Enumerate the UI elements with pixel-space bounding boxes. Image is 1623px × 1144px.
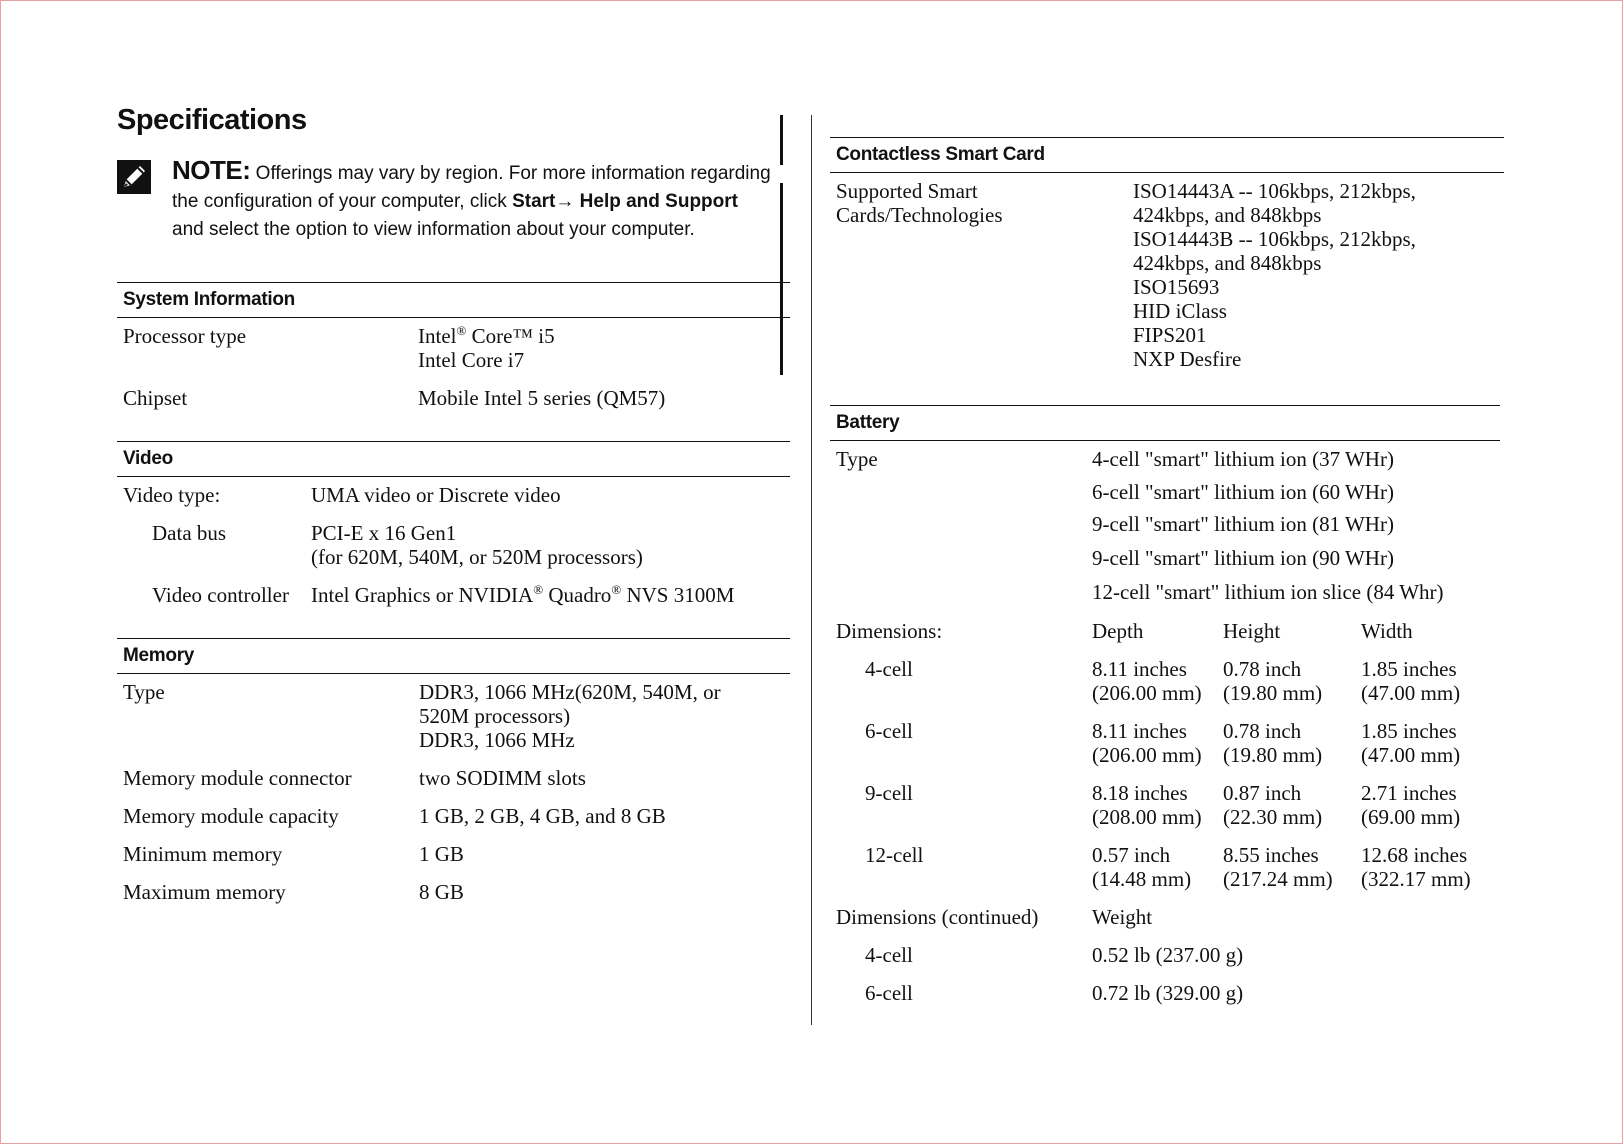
smart-card-value: ISO14443A -- 106kbps, 212kbps, [1133,179,1416,203]
bus-value-line: PCI-E x 16 Gen1 [311,521,457,545]
note-help: Help and Support [579,191,738,212]
table-row [830,940,1500,978]
row-label: Minimum memory [123,842,283,866]
row-label: Video controller [152,583,289,607]
section-heading: Battery [830,405,1500,441]
smart-card-value: ISO14443B -- 106kbps, 212kbps, [1133,227,1416,251]
system-information-section [117,282,790,432]
row-value [418,324,555,372]
width-value [1361,657,1460,705]
table-row [117,800,790,838]
smart-card-value: 424kbps, and 848kbps [1133,251,1322,275]
battery-type-value: 6-cell "smart" lithium ion (60 WHr) [1092,480,1394,504]
height-value [1223,781,1322,829]
table-row [830,840,1500,902]
table-row [830,654,1500,716]
smart-card-value: ISO15693 [1133,275,1220,299]
row-label: Maximum memory [123,880,286,904]
note-text-2: and select the option to view information about your computer. [172,219,695,240]
column-header-width: Width [1361,619,1413,643]
row-label: 9-cell [865,781,913,805]
table-row [117,320,790,382]
depth-line: (208.00 mm) [1092,805,1202,829]
registered-mark: ® [533,582,544,597]
table-row [830,578,1500,616]
width-line: 1.85 inches [1361,719,1457,743]
table-row [830,510,1500,544]
weight-value: 0.52 lb (237.00 g) [1092,943,1244,967]
width-line: 1.85 inches [1361,657,1457,681]
memory-type-line: 520M processors) [419,704,571,728]
width-line: (47.00 mm) [1361,743,1461,767]
note-start: Start [512,191,556,212]
depth-line: 8.11 inches [1092,657,1187,681]
row-value [1133,179,1416,371]
row-value: UMA video or Discrete video [311,483,561,507]
row-label: Video type: [123,483,221,507]
row-label: Type [123,680,165,704]
section-heading: System Information [117,282,790,318]
height-line: 0.87 inch [1223,781,1302,805]
depth-line: (14.48 mm) [1092,867,1192,891]
table-row [117,517,790,579]
row-label: 12-cell [865,843,924,867]
table-row [117,479,790,517]
table-row [830,716,1500,778]
section-heading: Memory [117,638,790,674]
height-value [1223,843,1333,891]
width-value [1361,843,1471,891]
row-label: Chipset [123,386,188,410]
smart-card-label-line: Cards/Technologies [836,203,1003,227]
change-bar [780,115,783,165]
table-row [830,902,1500,940]
row-label: 4-cell [865,657,913,681]
depth-line: (206.00 mm) [1092,743,1202,767]
smart-card-value: HID iClass [1133,299,1227,323]
memory-type-line: DDR3, 1066 MHz(620M, 540M, or [419,680,721,704]
note-block [117,156,787,244]
table-row [830,778,1500,840]
row-value: 1 GB, 2 GB, 4 GB, and 8 GB [419,804,666,828]
row-value: 1 GB [419,842,464,866]
table-row [830,544,1500,578]
height-line: (22.30 mm) [1223,805,1323,829]
smart-card-value: FIPS201 [1133,323,1207,347]
row-label: Memory module connector [123,766,352,790]
row-label [836,179,1003,227]
depth-line: 0.57 inch [1092,843,1171,867]
row-label: Processor type [123,324,247,348]
column-header-weight: Weight [1092,905,1153,929]
registered-mark: ® [611,582,622,597]
column-header-depth: Depth [1092,619,1144,643]
depth-line: 8.18 inches [1092,781,1188,805]
table-row [117,838,790,876]
height-line: (19.80 mm) [1223,681,1323,705]
battery-type-value: 9-cell "smart" lithium ion (90 WHr) [1092,546,1394,570]
height-line: (217.24 mm) [1223,867,1333,891]
height-line: 0.78 inch [1223,719,1302,743]
depth-value [1092,719,1202,767]
smart-card-value: NXP Desfire [1133,347,1242,371]
height-line: 0.78 inch [1223,657,1302,681]
smart-card-value: 424kbps, and 848kbps [1133,203,1322,227]
row-value [419,680,721,752]
depth-value [1092,657,1202,705]
battery-type-value: 4-cell "smart" lithium ion (37 WHr) [1092,447,1394,471]
column-divider [811,115,812,1025]
row-value: two SODIMM slots [419,766,586,790]
table-row [117,762,790,800]
note-text-1: Offerings may vary by region. For more information regarding the configuration of your computer, click [172,163,771,212]
depth-value [1092,781,1202,829]
section-heading: Contactless Smart Card [830,137,1504,173]
controller-text: Intel Graphics or NVIDIA [311,583,534,607]
table-row [830,175,1504,407]
row-value [311,521,643,569]
table-row [830,477,1500,510]
row-label: Data bus [152,521,227,545]
registered-mark: ® [456,323,467,338]
note-arrow: → [555,191,575,212]
width-line: 12.68 inches [1361,843,1468,867]
height-line: 8.55 inches [1223,843,1319,867]
memory-type-line: DDR3, 1066 MHz [419,728,575,752]
memory-section [117,638,790,914]
depth-line: (206.00 mm) [1092,681,1202,705]
controller-text: Quadro [543,583,612,607]
width-line: 2.71 inches [1361,781,1457,805]
row-value [311,583,734,607]
height-line: (19.80 mm) [1223,743,1323,767]
table-row [830,978,1500,1016]
table-row [830,616,1500,654]
controller-text: NVS 3100M [621,583,735,607]
row-label: Dimensions: [836,619,943,643]
section-heading: Video [117,441,790,477]
row-label: Type [836,447,878,471]
processor-i5-text: Intel [418,324,457,348]
depth-value [1092,843,1191,891]
processor-i7-text: Intel Core i7 [418,348,525,372]
width-line: (69.00 mm) [1361,805,1461,829]
width-value [1361,719,1460,767]
battery-section [830,405,1500,1016]
page-title: Specifications [117,104,307,136]
row-label: 4-cell [865,943,913,967]
height-value [1223,657,1322,705]
table-row [117,676,790,762]
width-value [1361,781,1460,829]
column-header-height: Height [1223,619,1281,643]
table-row [830,443,1500,477]
weight-value: 0.72 lb (329.00 g) [1092,981,1244,1005]
bus-value-line: (for 620M, 540M, or 520M processors) [311,545,643,569]
table-row [117,579,790,619]
row-value: 8 GB [419,880,464,904]
row-label: 6-cell [865,981,913,1005]
row-value: Mobile Intel 5 series (QM57) [418,386,666,410]
pencil-note-icon [117,160,151,194]
row-label: Dimensions (continued) [836,905,1039,929]
smart-card-section [830,137,1504,407]
smart-card-label-line: Supported Smart [836,179,978,203]
battery-type-value: 12-cell "smart" lithium ion slice (84 Whr) [1092,580,1444,604]
battery-type-value: 9-cell "smart" lithium ion (81 WHr) [1092,512,1394,536]
depth-line: 8.11 inches [1092,719,1187,743]
height-value [1223,719,1322,767]
processor-i5-core: Core™ i5 [466,324,555,348]
note-label: NOTE: [172,155,251,185]
table-row [117,382,790,432]
row-label: 6-cell [865,719,913,743]
width-line: (47.00 mm) [1361,681,1461,705]
width-line: (322.17 mm) [1361,867,1471,891]
table-row [117,876,790,914]
row-label: Memory module capacity [123,804,339,828]
video-section [117,441,790,619]
